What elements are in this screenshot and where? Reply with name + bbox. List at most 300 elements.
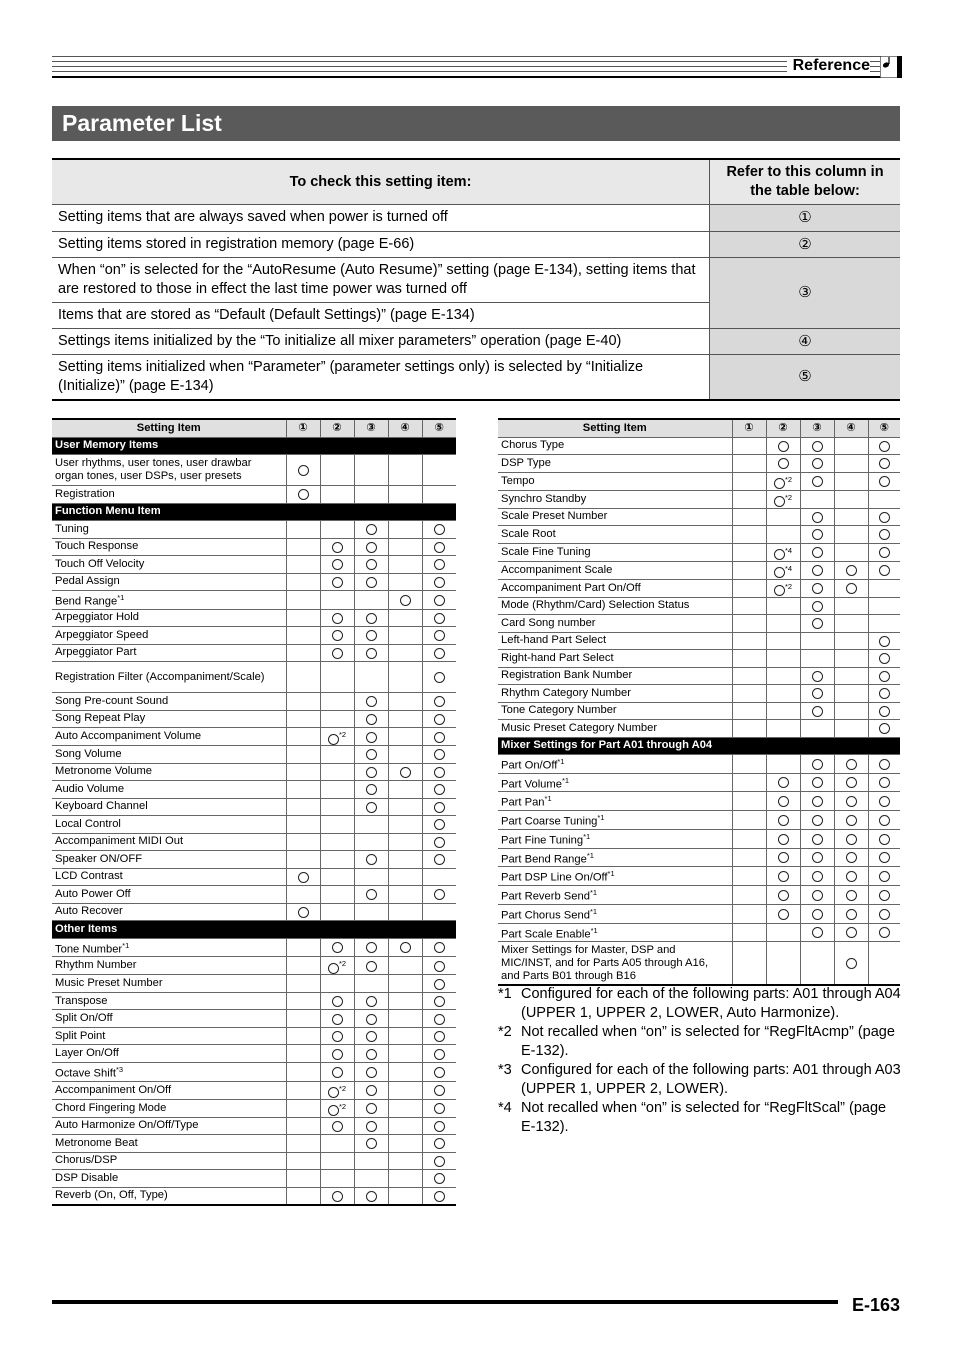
column-3-cell <box>800 472 834 490</box>
column-5-cell <box>422 556 456 574</box>
column-1-cell <box>286 816 320 834</box>
footnote <box>498 1099 902 1137</box>
setting-item-label: Keyboard Channel <box>55 800 148 813</box>
column-5-cell <box>422 886 456 904</box>
column-3-cell <box>354 903 388 921</box>
circle-mark-icon <box>332 613 343 624</box>
setting-item-label: Split Point <box>55 1029 106 1042</box>
table-row <box>498 942 900 986</box>
footnote-ref: *1 <box>544 794 552 804</box>
column-5-cell <box>422 1081 456 1099</box>
column-5-cell <box>868 579 900 597</box>
setting-item-name <box>52 710 286 728</box>
column-3-cell <box>354 662 388 693</box>
column-3-cell <box>800 886 834 905</box>
circle-mark-icon <box>879 759 890 770</box>
column-2-cell <box>320 627 354 645</box>
column-4-cell <box>388 833 422 851</box>
column-5-cell <box>422 521 456 539</box>
circle-mark-icon <box>879 777 890 788</box>
circle-mark-icon <box>366 889 377 900</box>
column-2-cell <box>320 1135 354 1153</box>
column-4-cell <box>388 662 422 693</box>
column-5-cell <box>422 538 456 556</box>
setting-item-name <box>498 904 732 923</box>
circle-mark-icon <box>366 749 377 760</box>
column-5-cell <box>422 833 456 851</box>
column-2-cell <box>320 886 354 904</box>
column-4-cell <box>834 526 868 544</box>
column-1-cell <box>286 1099 320 1117</box>
circle-mark-icon <box>774 496 785 507</box>
column-3-cell <box>354 833 388 851</box>
setting-item-label: Touch Response <box>55 540 139 553</box>
table-row <box>52 851 456 869</box>
column-2-cell <box>320 1117 354 1135</box>
column-3-cell <box>354 609 388 627</box>
circle-mark-icon <box>434 1121 445 1132</box>
column-2-cell <box>766 755 800 774</box>
column-2-cell <box>766 702 800 720</box>
column-2-cell <box>766 667 800 685</box>
column-3-cell <box>354 556 388 574</box>
column-5-cell <box>422 1062 456 1081</box>
circle-mark-icon <box>434 819 445 830</box>
setting-item-name <box>498 702 732 720</box>
column-4-cell <box>388 957 422 975</box>
circle-mark-icon <box>846 565 857 576</box>
table-row <box>498 650 900 668</box>
column-1-cell <box>732 886 766 905</box>
setting-item-label: Touch Off Velocity <box>55 557 145 570</box>
column-2-cell <box>320 1010 354 1028</box>
setting-item-name <box>52 627 286 645</box>
footnote-ref: *2 <box>784 474 793 484</box>
column-4-cell <box>834 720 868 738</box>
column-5-cell <box>868 886 900 905</box>
column-1-cell <box>732 508 766 526</box>
setting-item-name <box>498 455 732 473</box>
setting-item-name <box>52 903 286 921</box>
setting-item-name <box>52 1027 286 1045</box>
table-row <box>498 579 900 597</box>
column-5-cell <box>868 720 900 738</box>
setting-item-name <box>52 644 286 662</box>
column-1-cell <box>286 693 320 711</box>
setting-item-name <box>498 543 732 561</box>
column-2-cell <box>320 938 354 957</box>
column-5-cell <box>868 437 900 455</box>
column-3-cell <box>354 868 388 886</box>
column-4-cell <box>834 632 868 650</box>
column-3-cell <box>800 615 834 633</box>
table-row <box>498 455 900 473</box>
circle-mark-icon <box>879 636 890 647</box>
circle-mark-icon <box>879 476 890 487</box>
circle-mark-icon <box>434 648 445 659</box>
column-4-cell <box>834 650 868 668</box>
table-row <box>498 792 900 811</box>
column-5-cell <box>422 591 456 610</box>
column-1-cell <box>732 437 766 455</box>
column-2-cell <box>320 538 354 556</box>
column-5-cell <box>422 693 456 711</box>
circle-mark-icon <box>778 871 789 882</box>
circle-mark-icon <box>434 524 445 535</box>
setting-item-name <box>498 437 732 455</box>
circle-mark-icon <box>434 889 445 900</box>
setting-item-label: Song Repeat Play <box>55 712 146 725</box>
column-4-cell <box>834 508 868 526</box>
column-header-c1: ① <box>732 419 766 437</box>
setting-item-name <box>498 942 732 986</box>
legend-row <box>52 355 900 400</box>
column-2-cell <box>320 455 354 486</box>
legend-text: Setting items stored in registration memory (page E-66) <box>52 231 710 258</box>
footnote <box>498 1023 902 1061</box>
column-1-cell <box>286 1010 320 1028</box>
footnote-ref: *1 <box>607 869 615 879</box>
setting-item-name <box>498 685 732 703</box>
circle-mark-icon <box>366 714 377 725</box>
column-3-cell <box>800 848 834 867</box>
column-1-cell <box>732 811 766 830</box>
circle-mark-icon <box>434 595 445 606</box>
column-header-c5: ⑤ <box>868 419 900 437</box>
column-3-cell <box>354 1062 388 1081</box>
section-title: Other Items <box>52 921 456 939</box>
column-3-cell <box>354 521 388 539</box>
column-3-cell <box>800 792 834 811</box>
legend-table <box>52 158 900 401</box>
circle-mark-icon <box>434 996 445 1007</box>
circle-mark-icon <box>879 529 890 540</box>
table-row <box>52 1045 456 1063</box>
circle-mark-icon <box>434 559 445 570</box>
music-note-icon <box>880 56 902 78</box>
circle-mark-icon <box>778 777 789 788</box>
column-5-cell <box>868 904 900 923</box>
column-2-cell <box>766 579 800 597</box>
circle-mark-icon <box>879 512 890 523</box>
setting-item-label: Tone Number <box>55 943 123 956</box>
column-3-cell <box>800 597 834 615</box>
legend-mark: ② <box>710 231 901 258</box>
column-2-cell <box>766 561 800 579</box>
footnote-text: Not recalled when “on” is selected for “RegFltAcmp” (page E-132). <box>521 1024 895 1059</box>
circle-mark-icon <box>434 630 445 641</box>
column-2-cell <box>766 811 800 830</box>
setting-item-label: Card Song number <box>501 616 596 629</box>
setting-item-name <box>52 1081 286 1099</box>
circle-mark-icon <box>434 1014 445 1025</box>
header-rule-lines <box>52 54 900 80</box>
column-5-cell <box>868 792 900 811</box>
column-4-cell <box>834 755 868 774</box>
table-row <box>498 561 900 579</box>
column-3-cell <box>354 816 388 834</box>
column-5-cell <box>422 609 456 627</box>
circle-mark-icon <box>879 671 890 682</box>
setting-item-name <box>52 609 286 627</box>
setting-item-label: Song Volume <box>55 747 122 760</box>
circle-mark-icon <box>846 871 857 882</box>
footnote-ref: *1 <box>589 888 598 898</box>
circle-mark-icon <box>774 549 785 560</box>
footnote-key: *1 <box>498 986 512 1002</box>
column-4-cell <box>834 923 868 942</box>
table-row <box>498 886 900 905</box>
setting-item-label: Audio Volume <box>55 782 125 795</box>
setting-item-name <box>498 792 732 811</box>
setting-item-label: DSP Disable <box>55 1171 119 1184</box>
column-5-cell <box>868 526 900 544</box>
setting-item-label: Local Control <box>55 817 121 830</box>
table-row <box>52 644 456 662</box>
section-title: User Memory Items <box>52 437 456 455</box>
setting-item-name <box>52 1187 286 1205</box>
column-3-cell <box>800 437 834 455</box>
column-header-c5: ⑤ <box>422 419 456 437</box>
column-1-cell <box>286 938 320 957</box>
setting-item-name <box>52 992 286 1010</box>
column-header-c2: ② <box>766 419 800 437</box>
circle-mark-icon <box>778 909 789 920</box>
column-5-cell <box>422 1045 456 1063</box>
column-3-cell <box>800 650 834 668</box>
column-3-cell <box>354 1081 388 1099</box>
setting-item-label: User rhythms, user tones, user drawbar organ tones, user DSPs, user presets <box>55 457 252 482</box>
column-2-cell <box>766 829 800 848</box>
column-2-cell <box>766 615 800 633</box>
table-row <box>52 1099 456 1117</box>
table-row <box>52 1187 456 1205</box>
circle-mark-icon <box>778 441 789 452</box>
column-5-cell <box>422 662 456 693</box>
table-header-row <box>52 419 456 437</box>
circle-mark-icon <box>778 890 789 901</box>
circle-mark-icon <box>366 613 377 624</box>
column-5-cell <box>422 1135 456 1153</box>
setting-item-label: Metronome Volume <box>55 765 153 778</box>
table-row <box>52 662 456 693</box>
column-1-cell <box>286 763 320 781</box>
column-5-cell <box>868 615 900 633</box>
column-3-cell <box>354 1099 388 1117</box>
setting-item-label: Part Scale Enable <box>501 928 591 941</box>
column-1-cell <box>286 1170 320 1188</box>
column-2-cell <box>320 486 354 504</box>
table-row <box>52 746 456 764</box>
column-1-cell <box>732 543 766 561</box>
column-1-cell <box>732 829 766 848</box>
section-row <box>498 737 900 755</box>
column-4-cell <box>388 556 422 574</box>
column-5-cell <box>422 710 456 728</box>
setting-item-name <box>52 833 286 851</box>
circle-mark-icon <box>778 834 789 845</box>
table-row <box>498 923 900 942</box>
setting-item-label: Part Pan <box>501 797 545 810</box>
column-4-cell <box>388 781 422 799</box>
column-1-cell <box>732 773 766 792</box>
setting-item-name <box>498 923 732 942</box>
setting-item-name <box>52 455 286 486</box>
setting-item-label: Left-hand Part Select <box>501 634 607 647</box>
column-header-item: Setting Item <box>52 419 286 437</box>
page-title: Parameter List <box>52 106 900 141</box>
column-2-cell <box>766 508 800 526</box>
setting-item-name <box>52 662 286 693</box>
circle-mark-icon <box>434 802 445 813</box>
circle-mark-icon <box>366 1014 377 1025</box>
setting-item-name <box>52 521 286 539</box>
column-1-cell <box>286 886 320 904</box>
column-1-cell <box>286 591 320 610</box>
column-4-cell <box>388 746 422 764</box>
column-4-cell <box>834 490 868 508</box>
circle-mark-icon <box>366 767 377 778</box>
column-2-cell <box>766 792 800 811</box>
column-3-cell <box>800 923 834 942</box>
circle-mark-icon <box>812 815 823 826</box>
table-row <box>52 710 456 728</box>
setting-item-label: Part Bend Range <box>501 853 587 866</box>
setting-item-name <box>52 1045 286 1063</box>
column-1-cell <box>286 1045 320 1063</box>
setting-item-label: Arpeggiator Part <box>55 646 137 659</box>
legend-col2-header: Refer to this column in the table below: <box>710 159 901 205</box>
circle-mark-icon <box>366 1103 377 1114</box>
section-row <box>52 503 456 521</box>
column-1-cell <box>286 710 320 728</box>
column-3-cell <box>354 938 388 957</box>
circle-mark-icon <box>879 871 890 882</box>
footer-rule <box>52 1300 838 1304</box>
setting-item-name <box>498 720 732 738</box>
column-4-cell <box>834 904 868 923</box>
column-2-cell <box>766 526 800 544</box>
column-1-cell <box>286 957 320 975</box>
circle-mark-icon <box>846 890 857 901</box>
setting-item-label: Song Pre-count Sound <box>55 694 169 707</box>
column-3-cell <box>800 867 834 886</box>
column-3-cell <box>354 573 388 591</box>
setting-item-label: Synchro Standby <box>501 492 587 505</box>
setting-item-name <box>52 975 286 993</box>
column-1-cell <box>732 650 766 668</box>
column-5-cell <box>422 1099 456 1117</box>
setting-item-name <box>498 632 732 650</box>
column-3-cell <box>354 957 388 975</box>
column-3-cell <box>800 685 834 703</box>
column-3-cell <box>354 1187 388 1205</box>
circle-mark-icon <box>846 583 857 594</box>
right-parameter-table <box>498 418 900 986</box>
column-4-cell <box>834 561 868 579</box>
circle-mark-icon <box>812 618 823 629</box>
circle-mark-icon <box>366 1191 377 1202</box>
circle-mark-icon <box>879 688 890 699</box>
circle-mark-icon <box>366 524 377 535</box>
setting-item-label: Pedal Assign <box>55 575 120 588</box>
column-2-cell <box>320 975 354 993</box>
column-3-cell <box>800 829 834 848</box>
column-1-cell <box>732 702 766 720</box>
column-1-cell <box>732 615 766 633</box>
legend-mark: ① <box>710 205 901 232</box>
column-2-cell <box>320 1081 354 1099</box>
circle-mark-icon <box>366 577 377 588</box>
footnote-ref: *4 <box>784 545 793 555</box>
setting-item-name <box>52 1062 286 1081</box>
column-3-cell <box>354 1010 388 1028</box>
circle-mark-icon <box>434 837 445 848</box>
column-2-cell <box>320 763 354 781</box>
circle-mark-icon <box>812 796 823 807</box>
circle-mark-icon <box>879 458 890 469</box>
circle-mark-icon <box>846 759 857 770</box>
column-1-cell <box>732 526 766 544</box>
table-row <box>498 829 900 848</box>
setting-item-name <box>498 490 732 508</box>
setting-item-label: Tempo <box>501 474 535 487</box>
circle-mark-icon <box>434 1085 445 1096</box>
column-1-cell <box>286 1117 320 1135</box>
column-header-c2: ② <box>320 419 354 437</box>
column-4-cell <box>388 798 422 816</box>
circle-mark-icon <box>332 942 343 953</box>
footnote-ref: *1 <box>586 850 594 860</box>
column-3-cell <box>800 942 834 986</box>
column-5-cell <box>868 597 900 615</box>
column-5-cell <box>422 957 456 975</box>
circle-mark-icon <box>366 1031 377 1042</box>
column-header-c1: ① <box>286 419 320 437</box>
table-row <box>52 486 456 504</box>
column-5-cell <box>422 1152 456 1170</box>
column-1-cell <box>732 667 766 685</box>
setting-item-name <box>52 1099 286 1117</box>
column-1-cell <box>286 662 320 693</box>
column-1-cell <box>286 1135 320 1153</box>
table-row <box>52 591 456 610</box>
column-1-cell <box>286 521 320 539</box>
circle-mark-icon <box>846 815 857 826</box>
column-4-cell <box>388 455 422 486</box>
column-2-cell <box>320 1027 354 1045</box>
column-2-cell <box>320 573 354 591</box>
setting-item-label: Registration Filter (Accompaniment/Scale) <box>55 670 265 683</box>
setting-item-label: Auto Power Off <box>55 887 131 900</box>
section-header: Reference <box>787 57 870 75</box>
setting-item-name <box>498 597 732 615</box>
column-1-cell <box>286 556 320 574</box>
setting-item-name <box>52 573 286 591</box>
column-header-c3: ③ <box>354 419 388 437</box>
circle-mark-icon <box>332 1121 343 1132</box>
table-row <box>498 472 900 490</box>
table-row <box>52 728 456 746</box>
setting-item-name <box>52 556 286 574</box>
column-2-cell <box>320 591 354 610</box>
table-row <box>52 1170 456 1188</box>
circle-mark-icon <box>434 942 445 953</box>
circle-mark-icon <box>879 852 890 863</box>
table-row <box>52 868 456 886</box>
column-4-cell <box>388 1152 422 1170</box>
column-4-cell <box>388 868 422 886</box>
